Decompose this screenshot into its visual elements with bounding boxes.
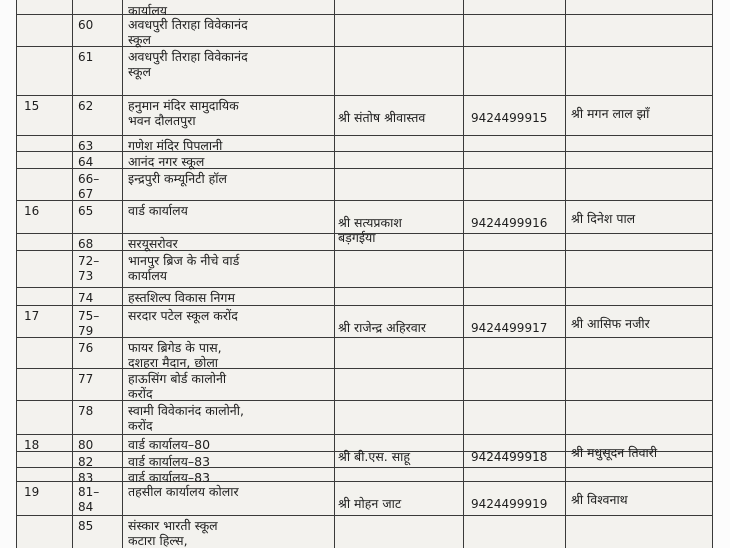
station-name: करोंद [128, 386, 153, 401]
right-margin [712, 0, 730, 548]
row-rule [16, 481, 712, 482]
column-rule [712, 0, 713, 548]
station-name: कटारा हिल्स, [128, 533, 188, 548]
phone-number: 9424499916 [471, 216, 548, 230]
column-rule [565, 0, 566, 548]
officer-name: श्री मोहन जाट [338, 496, 402, 511]
station-number: 61 [78, 50, 94, 64]
group-number: 17 [24, 309, 40, 323]
station-number: 66– [78, 172, 100, 186]
station-name: वार्ड कार्यालय–80 [128, 437, 211, 452]
station-number: 64 [78, 155, 94, 169]
row-rule [16, 200, 712, 201]
officer-name: श्री बी.एस. साहू [338, 449, 411, 464]
station-name: हनुमान मंदिर सामुदायिक [128, 98, 239, 113]
station-name: गणेश मंदिर पिपलानी [128, 138, 223, 153]
station-number: 63 [78, 139, 94, 153]
assistant-name: श्री विश्वनाथ [571, 492, 628, 507]
column-rule [463, 0, 464, 548]
column-rule [72, 0, 73, 548]
station-name: सरयूसरोवर [128, 236, 178, 251]
column-rule [122, 0, 123, 548]
row-rule [16, 337, 712, 338]
row-rule [16, 305, 712, 306]
station-name: दशहरा मैदान, छोला [128, 355, 219, 370]
assistant-name: श्री मगन लाल झाँ [571, 106, 650, 121]
station-number-end: 73 [78, 269, 94, 283]
column-rule [334, 0, 335, 548]
row-rule [16, 515, 712, 516]
row-rule [16, 151, 712, 152]
station-name: भानपुर ब्रिज के नीचे वार्ड [128, 253, 240, 268]
left-margin [0, 0, 16, 548]
row-rule [16, 400, 712, 401]
station-number: 81– [78, 485, 100, 499]
station-name: भवन दौलतपुरा [128, 113, 196, 128]
station-number: 82 [78, 455, 94, 469]
station-number: 76 [78, 341, 94, 355]
station-number: 72– [78, 254, 100, 268]
group-number: 15 [24, 99, 40, 113]
row-rule [16, 135, 712, 136]
assistant-name: श्री दिनेश पाल [571, 211, 636, 226]
station-name: आनंद नगर स्कूल [128, 154, 205, 169]
row-rule [16, 434, 712, 435]
station-name: तहसील कार्यालय कोलार [128, 484, 239, 499]
row-rule [16, 168, 712, 169]
station-number: 78 [78, 404, 94, 418]
station-name: सरदार पटेल स्कूल करोंद [128, 308, 238, 323]
column-rule [16, 0, 17, 548]
station-name: वार्ड कार्यालय–83 [128, 454, 211, 469]
station-name: अवधपुरी तिराहा विवेकानंद [128, 49, 248, 64]
station-name: संस्कार भारती स्कूल [128, 518, 218, 533]
group-number: 16 [24, 204, 40, 218]
station-number: 62 [78, 99, 94, 113]
station-number-end: 79 [78, 324, 94, 338]
row-rule [16, 368, 712, 369]
station-name: फायर ब्रिगेड के पास, [128, 340, 222, 355]
station-name: स्कूल [128, 64, 151, 79]
station-number-end: 67 [78, 187, 94, 201]
row-rule [16, 46, 712, 47]
phone-number: 9424499917 [471, 321, 548, 335]
phone-number: 9424499918 [471, 450, 548, 464]
station-name: स्कूल [128, 32, 151, 47]
station-name: हाऊसिंग बोर्ड कालोनी [128, 371, 227, 386]
row-rule [16, 14, 712, 15]
row-rule [16, 95, 712, 96]
officer-name: श्री सत्यप्रकाश [338, 215, 402, 230]
row-rule [16, 287, 712, 288]
station-number: 80 [78, 438, 94, 452]
station-name: स्वामी विवेकानंद कालोनी, [128, 403, 244, 418]
phone-number: 9424499919 [471, 497, 548, 511]
station-name: करोंद [128, 418, 153, 433]
station-number: 75– [78, 309, 100, 323]
assistant-name: श्री मधुसूदन तिवारी [571, 445, 658, 460]
station-number-end: 84 [78, 500, 94, 514]
phone-number: 9424499915 [471, 111, 548, 125]
station-name: अवधपुरी तिराहा विवेकानंद [128, 17, 248, 32]
officer-name: श्री राजेन्द्र अहिरवार [338, 320, 426, 335]
station-number: 77 [78, 372, 94, 386]
station-name: इन्द्रपुरी कम्यूनिटी हॉल [128, 171, 228, 186]
group-number: 19 [24, 485, 40, 499]
group-number: 18 [24, 438, 40, 452]
station-name: वार्ड कार्यालय–83 [128, 470, 211, 485]
station-number: 83 [78, 471, 94, 485]
station-number: 65 [78, 204, 94, 218]
officer-name: श्री संतोष श्रीवास्तव [338, 110, 426, 125]
station-name: हस्तशिल्प विकास निगम [128, 290, 235, 305]
station-name: वार्ड कार्यालय [128, 203, 188, 218]
station-number: 85 [78, 519, 94, 533]
row-rule [16, 250, 712, 251]
officer-name: बड़गईया [338, 230, 376, 245]
assistant-name: श्री आसिफ नजीर [571, 316, 650, 331]
row-rule [16, 467, 712, 468]
station-name: कार्यालय [128, 3, 168, 18]
station-number: 68 [78, 237, 94, 251]
station-name: कार्यालय [128, 268, 168, 283]
station-number: 60 [78, 18, 94, 32]
station-number: 74 [78, 291, 94, 305]
